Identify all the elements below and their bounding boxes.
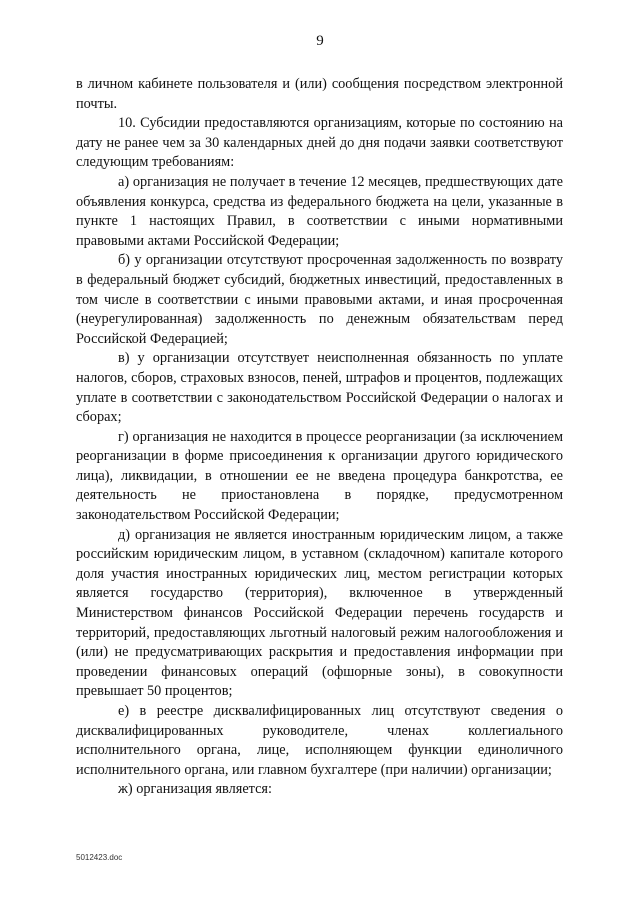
paragraph-item-b: б) у организации отсутствуют просроченная задолженность по возврату в федеральный бюджет субсидий, бюджетных инвестиций, предоставленных в том числе в соответствии с иными правовыми актами, и иная просроченная (неурегулированная) задолженность по денежным обязательствам перед Российской Федерацией; xyxy=(76,252,563,347)
file-name-footer: 5012423.doc xyxy=(76,853,123,862)
page-number: 9 xyxy=(316,33,324,49)
paragraph-item-v: в) у организации отсутствует неисполненная обязанность по уплате налогов, сборов, страховых взносов, пеней, штрафов и процентов, подлежащих уплате в соответствии с законодательством Российской Федерации о налогах и сборах; xyxy=(76,350,563,426)
paragraph-10: 10. Субсидии предоставляются организациям, которые по состоянию на дату не ранее чем за 30 календарных дней до дня подачи заявки соответствуют следующим требованиям: xyxy=(76,115,563,171)
paragraph-continuation: в личном кабинете пользователя и (или) сообщения посредством электронной почты. xyxy=(76,76,563,112)
document-body xyxy=(76,75,563,800)
paragraph-item-d: д) организация не является иностранным юридическим лицом, а также российским юридическим лицом, в уставном (складочном) капитале которого доля участия иностранных юридических лиц, местом регистрации которых является государство (территория), включенное в утвержденный Министерством финансов Российской Федерации перечень государств и территорий, предоставляющих льготный налоговый режим налогообложения и (или) не предусматривающих раскрытия и предоставления информации при проведении финансовых операций (офшорные зоны), в совокупности превышает 50 процентов; xyxy=(76,526,563,700)
paragraph-item-a: а) организация не получает в течение 12 месяцев, предшествующих дате объявления конкурса, средства из федерального бюджета на цели, указанные в пункте 1 настоящих Правил, в соответствии с иными нормативными правовыми актами Российской Федерации; xyxy=(76,173,563,249)
paragraph-item-g: г) организация не находится в процессе реорганизации (за исключением реорганизации в форме присоединения к организации другого юридического лица), ликвидации, в отношении ее не введена процедура банкротства, ее деятельность не приостановлена в порядке, предусмотренном законодательством Российской Федерации; xyxy=(76,428,563,524)
paragraph-item-e: е) в реестре дисквалифицированных лиц отсутствуют сведения о дисквалифицированных руководителе, членах коллегиального исполнительного органа, лице, исполняющем функции единоличного исполнительного органа, или главном бухгалтере (при наличии) организации; xyxy=(76,703,563,778)
paragraph-item-zh: ж) организация является: xyxy=(118,781,272,798)
